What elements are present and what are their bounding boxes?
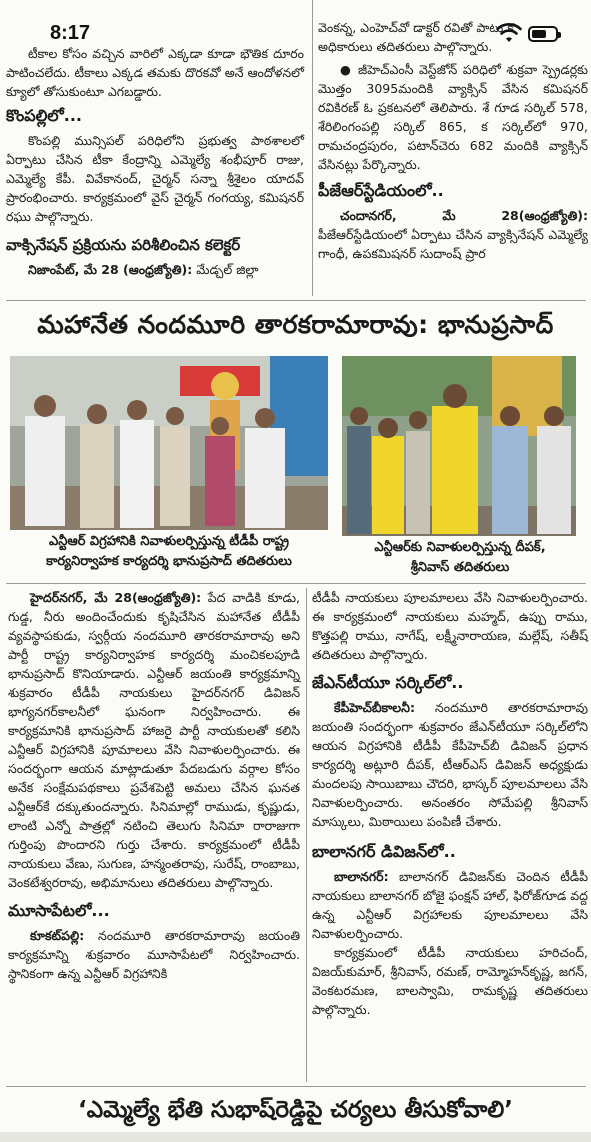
banner-headline: మహానేత నందమూరి తారకరామారావు: భానుప్రసాద్ bbox=[37, 310, 554, 339]
status-time: 8:17 bbox=[50, 22, 91, 44]
balanagar-paragraph-2: కార్యక్రమంలో టీడీపీ నాయకులు హరిచంద్, విజయ్‌కుమార్, శ్రీనివాస్, రమణ్, రామ్మోహన్‌కృష్ణ, జగన్, వెంకటరమణ, బాలస్వామి, రామకృష్ణ తదితరులు పాల్గొన్నారు. bbox=[312, 945, 588, 1017]
collector-dateline: నిజాంపేట్, మే 28 (ఆంధ్రజ్యోతి): bbox=[28, 262, 193, 277]
pjr-dateline: చందానగర్, మే 28(ఆంధ్రజ్యోతి): bbox=[340, 208, 588, 223]
kompally-heading: కొంపల్లిలో... bbox=[6, 106, 82, 125]
right-bottom-paragraph: టీడీపీ నాయకులు పూలమాలలు వేసి నివాళులర్పించారు. ఈ కార్యక్రమంలో నాయకులు మహ్మద్, ఉప్పు రాము, కొత్తపల్లి రాము, నాగేష్, లక్ష్మీనారాయణ, మల్లేష్, సతీష్ తదితరులు పాల్గొన్నారు. bbox=[312, 590, 588, 662]
pjr-paragraph: పీజేఆర్‌స్టేడియంలో ఏర్పాటు చేసిన వ్యాక్సినేషన్ ఎమ్మెల్యే గాంధీ, ఉపకమిషనర్ సుదాంష్ ప్రార bbox=[318, 227, 588, 261]
caption-right: ఎన్టీఆర్‌కు నివాళులర్పిస్తున్న దీపక్, శ్రీనివాస్ తదితరులు bbox=[374, 540, 546, 575]
next-article-strip bbox=[0, 1132, 591, 1142]
right-bottom-column bbox=[312, 588, 588, 1019]
jntu-dateline: కేపీహెచ్‌బీకాలనీ: bbox=[334, 700, 415, 715]
jntu-paragraph: నందమూరి తారకరామారావు జయంతి సందర్భంగా శుక్రవారం జేఎన్‌టీయూ సర్కిల్‌లోని ఆయన విగ్రహానికి టీడీపీ కేపీహెచ్‌బీ డివిజన్ ప్రధాన కార్యదర్శి అట్లూరి దీపక్, టీఆర్ఎస్ డివిజన్ అధ్యక్షుడు మందలపు సాయిబాబు చౌదరి, భాస్కర్ పూలమాలలు వేసి నివాళులర్పించారు. అనంతరం సోమేపల్లి శ్రీనివాస్ మాస్కులు, మిఠాయిలు పంపిణీ చేశారు. bbox=[312, 700, 588, 829]
hydernagar-paragraph: పేద వాడికి కూడు, గుడ్డ, నీరు అందించేందుకు కృషిచేసిన మహానేత టీడీపీ వ్యవస్థాపకుడు, స్వర్గీయ నందమూరి తారకరామారావు అని పార్టీ రాష్ట్ర కార్యనిర్వాహక కార్యదర్శి మంచికలపూడి భానుప్రసాద్ కొనియాడారు. ఎన్టీఆర్ జయంతి కార్యక్రమాన్ని శుక్రవారం టీడీపీ నాయకులు హైదర్‌నగర్ డివిజన్ భాగ్యనగర్‌కాలనీలో ఘనంగా నిర్వహించారు. ఈ కార్యక్రమానికి భానుప్రసాద్ హాజరై పార్టీ నాయకులతో కలిసి ఎన్టీఆర్ విగ్రహానికి పూమాలలు వేసి నివాళులర్పించారు. ఈ సందర్భంగా ఆయన మాట్లాడుతూ పేదబడుగు వర్గాల కోసం అనేక సంక్షేమపథకాలు ప్రవేశపెట్టి అమలు చేసిన ఘనత ఎన్టీఆర్‌కే దక్కుతుందన్నారు. సినిమాల్లో రాముడు, కృష్ణుడు, లాంటి ఎన్నో పాత్రల్లో నటించి తెలుగు సినిమా రారాజుగా గుర్తింపు పొందారని గుర్తు చేశారు. కార్యక్రమంలో టీడీపీ నాయకులు వేణు, సుగుణ, హన్మంతరావు, సురేష్, రాంబాబు, వెంకటేశ్వరరావు, అభిమానులు తదితరులు పాల్గొన్నారు. bbox=[8, 590, 300, 890]
musapet-dateline: కూకట్‌పల్లి: bbox=[30, 928, 85, 943]
hydernagar-dateline: హైదర్‌నగర్, మే 28(ఆంధ్రజ్యోతి): bbox=[30, 590, 202, 605]
left-top-column bbox=[6, 44, 304, 279]
balanagar-heading: బాలానగర్ డివిజన్‌లో.. bbox=[312, 842, 456, 861]
pjr-heading: పీజేఆర్‌స్టేడియంలో.. bbox=[318, 181, 444, 200]
intro-paragraph: టీకాల కోసం వచ్చిన వారిలో ఎక్కడా కూడా భౌతిక దూరం పాటించలేదు. టీకాలు ఎక్కడ తమకు దొరకవో అనే ఆందోళనలో క్యూలో తోసుకుంటూ ఎగబడ్డారు. bbox=[6, 46, 304, 99]
kompally-paragraph: కొంపల్లి మున్సిపల్ పరిధిలోని ప్రభుత్వ పాఠశాలలో ఏర్పాటు చేసిన టీకా కేంద్రాన్ని ఎమ్మెల్యే శంభీపూర్ రాజు, ఎమ్మెల్యే కేపీ. వివేకానంద్, చైర్మన్ సన్నా శ్రీశైలం యాదవ్ ప్రారంభించారు. కార్యక్రమంలో వైస్ చైర్మన్ గంగయ్య, కమిషనర్ రఘు పాల్గొన్నారు. bbox=[6, 133, 304, 224]
ghmc-paragraph: ● జీహెచ్ఎంసీ వెస్ట్‌జోన్ పరిధిలో శుక్రవా స్ప్రెడర్లకు మొత్తం 3095మందికి వ్యాక్సిన్ వేసిన కమిషనర్ రవికిరణ్ ఓ ప్రకటనలో తెలిపారు. శే గూడ సర్కిల్ 578, శేరిలింగంపల్లి సర్కిల్ 865, క సర్కిల్‌లో 970, రామచంద్రపురం, పటాన్‌చెరు 682 మందికి వ్యాక్సిన్ వేసినట్లు పేర్కొన్నారు. bbox=[318, 62, 588, 172]
photo-right bbox=[342, 356, 576, 536]
balanagar-dateline: బాలానగర్: bbox=[334, 869, 389, 884]
photo-left bbox=[10, 356, 328, 530]
collector-paragraph: మేడ్చల్ జిల్లా bbox=[196, 262, 259, 277]
battery-icon bbox=[528, 26, 558, 42]
caption-rule bbox=[6, 583, 586, 584]
balanagar-paragraph: బాలానగర్ డివిజన్‌కు చెందిన టీడీపీ నాయకులు బాలానగర్ బోజై ఫంక్షన్ హాల్, ఫిరోజ్‌గూడ వద్ద ఉన్న ఎన్టీఆర్ విగ్రహాలకు పూలమాలలు వేసి నివాళులర్పించారు. bbox=[312, 869, 588, 941]
right-top-line2: అధికారులు తదితరులు పాల్గొన్నారు. bbox=[318, 39, 493, 54]
musapet-paragraph: నందమూరి తారకరామారావు జయంతి కార్యక్రమాన్ని శుక్రవారం మూసాపేటలో నిర్వహించారు. స్థానికంగా ఉన్న ఎన్టీఆర్ విగ్రహానికి bbox=[8, 928, 300, 981]
bottom-rule bbox=[6, 1086, 586, 1087]
musapet-heading: మూసాపేటలో... bbox=[8, 901, 110, 920]
jntu-heading: జేఎన్‌టీయూ సర్కిల్‌లో.. bbox=[312, 673, 464, 692]
bottom-headline: ‘ఎమ్మెల్యే భేతి సుభాష్‌రెడ్డిపై చర్యలు తీసుకోవాలి’ bbox=[78, 1097, 513, 1123]
status-bar bbox=[0, 20, 591, 52]
wifi-icon bbox=[496, 22, 522, 44]
column-divider-bottom bbox=[306, 588, 307, 1082]
right-top-line1: వెంకన్న, ఎంహెచ్‌వో డాక్టర్ రవితో పాటు క bbox=[318, 20, 514, 35]
banner-rule-top bbox=[6, 300, 586, 301]
left-bottom-column bbox=[8, 588, 300, 983]
caption-left: ఎన్టీఆర్ విగ్రహానికి నివాళులర్పిస్తున్న టీడీపీ రాష్ట్ర కార్యనిర్వాహక కార్యదర్శి భానుప్రసాద్ తదితరులు bbox=[46, 534, 292, 569]
collector-heading: వాక్సినేషన్ ప్రక్రియను పరిశీలించిన కలెక్టర్ bbox=[6, 236, 241, 254]
